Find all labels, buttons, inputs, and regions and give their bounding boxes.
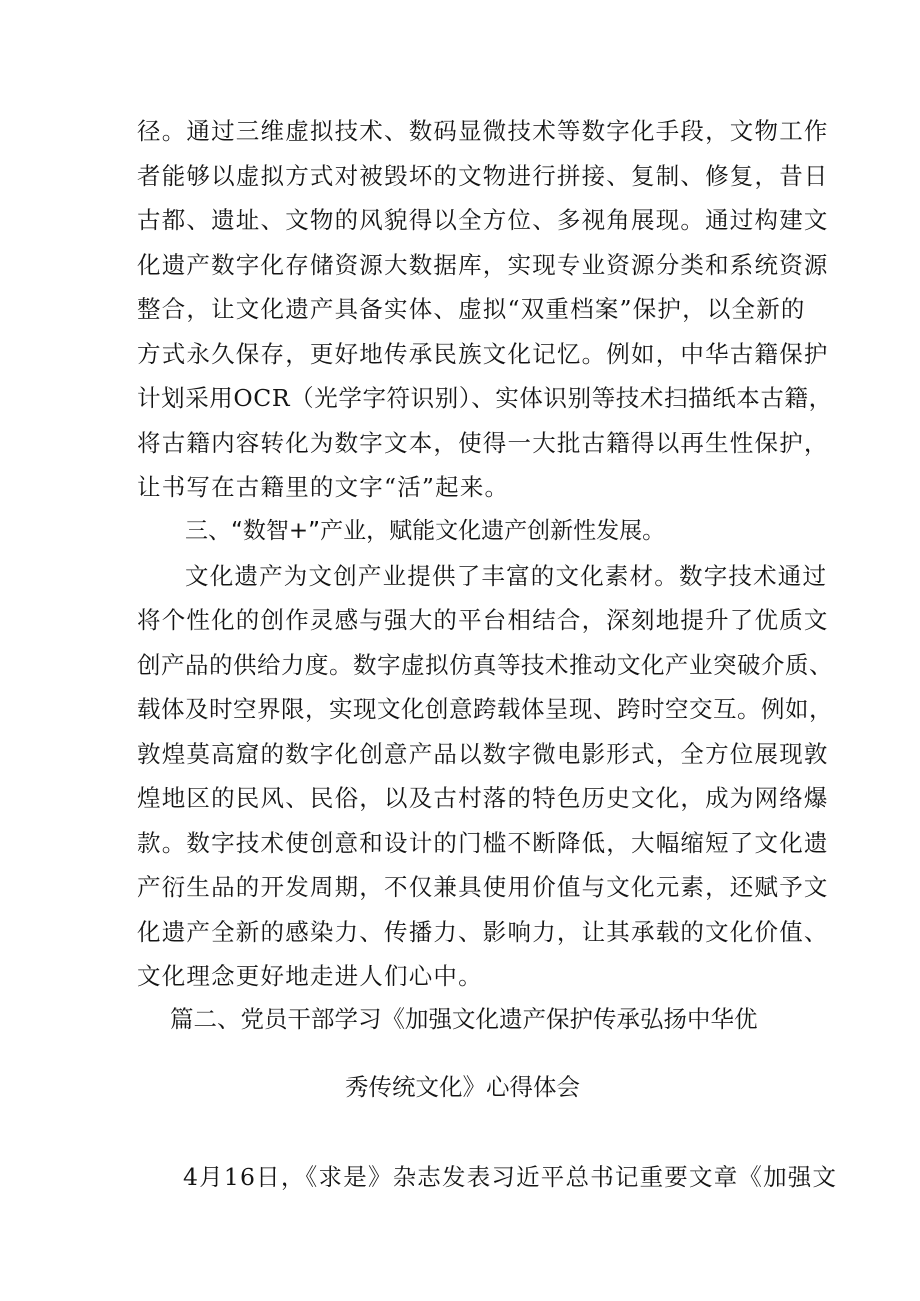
text-line: 整合，让文化遗产具备实体、虚拟“双重档案”保护，以全新的	[137, 295, 806, 323]
text-line: 古都、遗址、文物的风貌得以全方位、多视角展现。通过构建文	[137, 206, 829, 234]
text-line: 文化遗产为文创产业提供了丰富的文化素材。数字技术通过	[185, 562, 828, 590]
text-line: 径。通过三维虚拟技术、数码显微技术等数字化手段，文物工作	[137, 117, 829, 145]
text-line: 将古籍内容转化为数字文本，使得一大批古籍得以再生性保护，	[137, 429, 829, 457]
text-line: 让书写在古籍里的文字“活”起来。	[137, 473, 510, 501]
text-line: 款。数字技术使创意和设计的门槛不断降低，大幅缩短了文化遗	[137, 829, 829, 857]
text-line: 创产品的供给力度。数字虚拟仿真等技术推动文化产业突破介质、	[137, 651, 833, 679]
text-line: 产衍生品的开发周期，不仅兼具使用价值与文化元素，还赋予文	[137, 873, 829, 901]
text-line: 文化理念更好地走进人们心中。	[137, 962, 483, 990]
text-line: 化遗产数字化存储资源大数据库，实现专业资源分类和系统资源	[137, 251, 829, 279]
text-line: 者能够以虚拟方式对被毁坏的文物进行拼接、复制、修复，昔日	[137, 162, 829, 190]
article-title-line: 秀传统文化》心得体会	[345, 1073, 580, 1101]
text-line: 敦煌莫高窟的数字化创意产品以数字微电影形式，全方位展现敦	[137, 740, 829, 768]
section-heading: 三、“数智+”产业，赋能文化遗产创新性发展。	[185, 518, 666, 544]
text-line: 方式永久保存，更好地传承民族文化记忆。例如，中华古籍保护	[137, 340, 829, 368]
text-line: 4月16日，《求是》杂志发表习近平总书记重要文章《加强文	[183, 1163, 838, 1191]
text-line: 计划采用OCR（光学字符识别）、实体识别等技术扫描纸本古籍，	[137, 384, 833, 412]
article-title-line: 篇二、党员干部学习《加强文化遗产保护传承弘扬中华优	[170, 1005, 758, 1033]
text-line: 载体及时空界限，实现文化创意跨载体呈现、跨时空交互。例如，	[137, 695, 833, 723]
text-line: 将个性化的创作灵感与强大的平台相结合，深刻地提升了优质文	[137, 606, 829, 634]
text-line: 煌地区的民风、民俗，以及古村落的特色历史文化，成为网络爆	[137, 784, 829, 812]
text-line: 化遗产全新的感染力、传播力、影响力，让其承载的文化价值、	[137, 918, 829, 946]
